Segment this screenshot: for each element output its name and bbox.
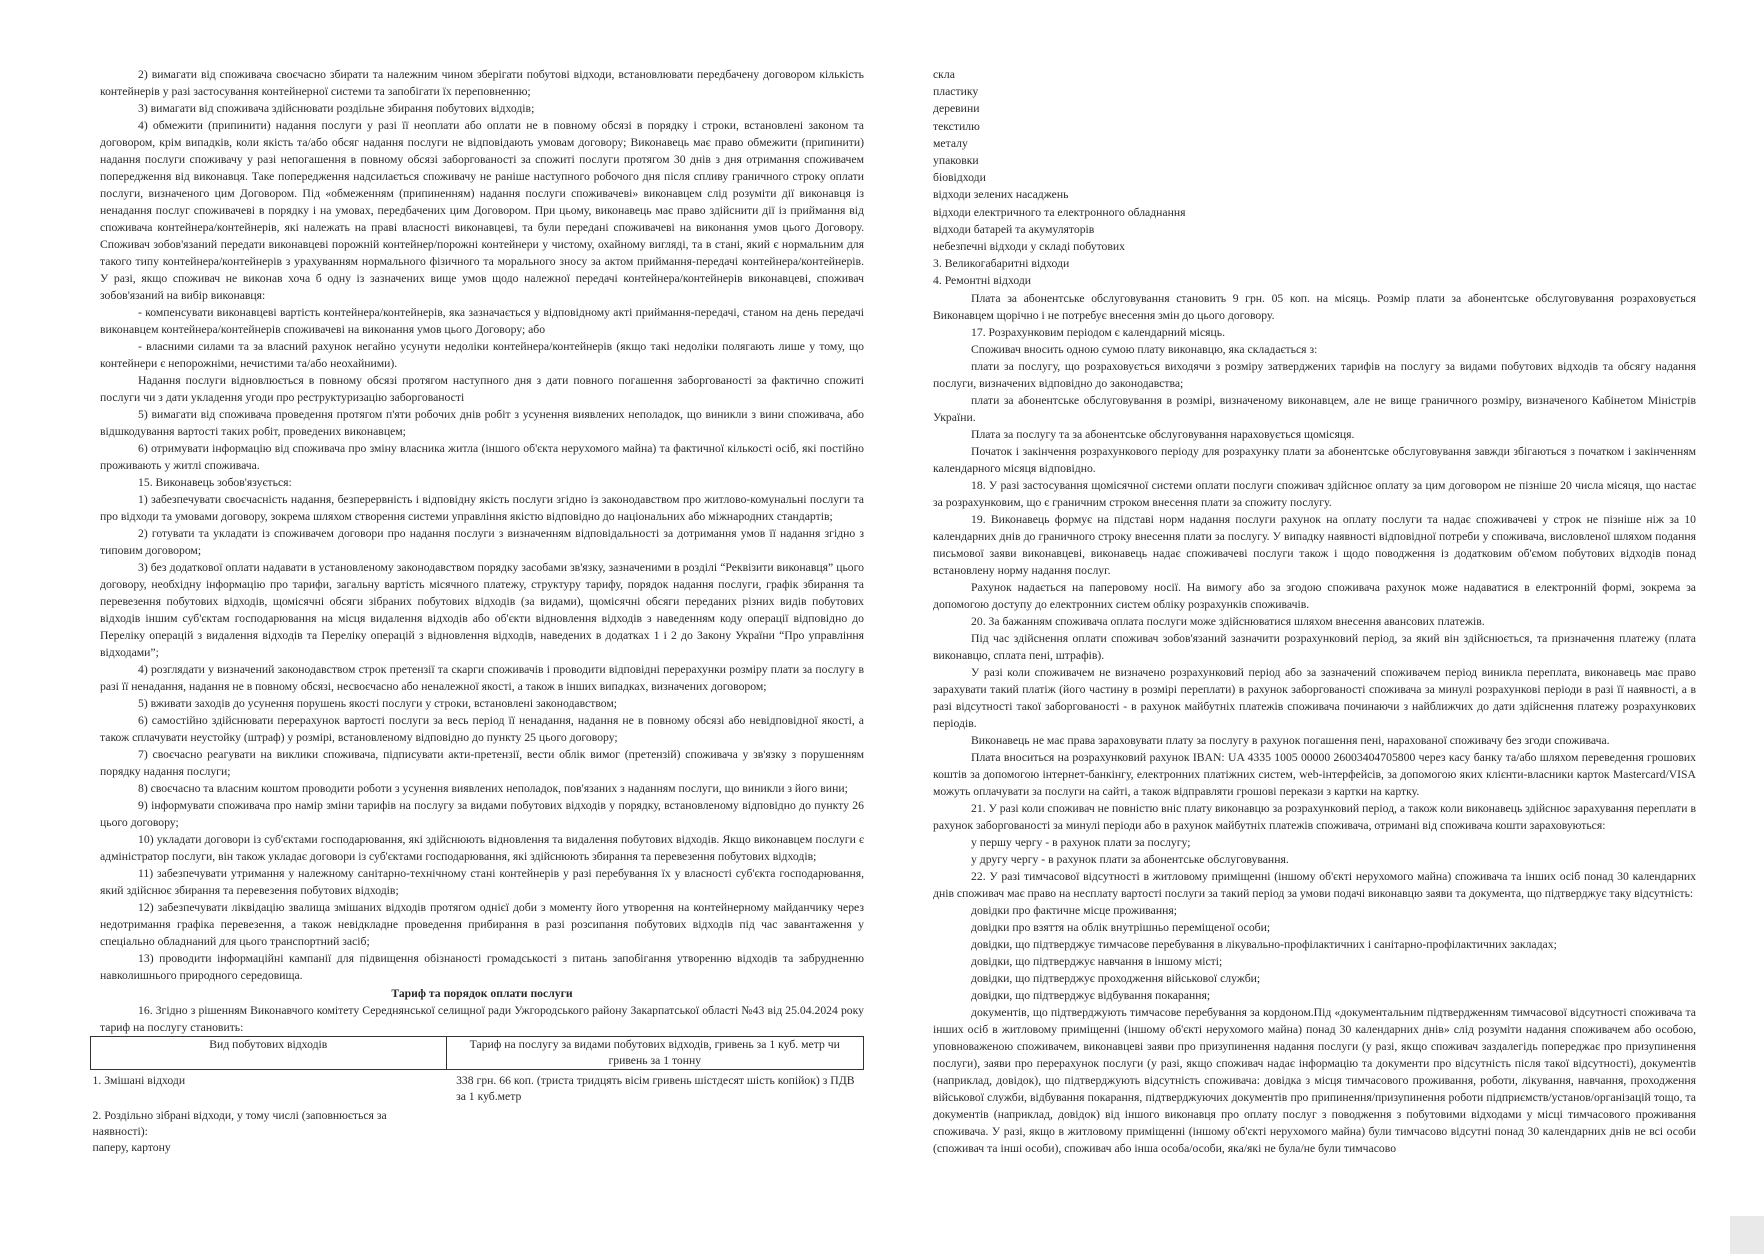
waste-kinds-list bbox=[933, 66, 1696, 290]
scan-edge-mark bbox=[1730, 1216, 1764, 1254]
list-item: металу bbox=[933, 136, 968, 150]
payment-composition: Споживач вносить одною сумою плату виконавцю, яка складається з: bbox=[971, 342, 1318, 356]
doc-idp: довідки про взяття на облік внутрішньо переміщеної особи; bbox=[971, 920, 1271, 934]
subscription-fee: Плата за абонентське обслуговування становить 9 грн. 05 коп. на місяць. Розмір плати за абонентське обслуговування розраховується Виконавцем щорічно і не потребує внесення змін до цього договору. bbox=[933, 291, 1696, 322]
obligation-6: 6) самостійно здійснювати перерахунок вартості послуги за весь період її ненадання, надання не в повному обсязі або невідповідної якості, а також сплачувати неустойку (штраф) у розмірі, встановленому відповідно до пункту 25 цього договору; bbox=[100, 714, 864, 744]
allocation-first: у першу чергу - в рахунок плати за послугу; bbox=[971, 835, 1191, 849]
service-restoration: Надання послуги відновлюється в повному обсязі протягом наступного дня з дати повного погашення заборгованості за фактично спожиті послуги чи з дати укладення угоди про реструктуризацію заборгованості bbox=[100, 374, 864, 404]
clause-2-demand-collection: 2) вимагати від споживача своєчасно збирати та належним чином зберігати побутові відходи, встановлювати передбачену договором кількість контейнерів у разі застосування контейнерної системи та запобігати їх переповненню; bbox=[100, 68, 864, 98]
obligation-12: 12) забезпечувати ліквідацію звалища змішаних відходів протягом однієї доби з моменту його утворення на контейнерному майданчику через недотримання графіка перевезення, а також невідкладне проведення прибирання в разі розсипання побутових відходів під час завантаження у спеціально обладнаний для цього транспортний засіб; bbox=[100, 901, 864, 948]
left-column bbox=[92, 66, 864, 1156]
clause-6-owner-info: 6) отримувати інформацію від споживача про зміну власника житла (іншого об'єкта нерухомого майна) та фактичної кількості осіб, які постійно проживають у житлі споживача. bbox=[100, 442, 864, 472]
obligation-11: 11) забезпечувати утримання у належному санітарно-технічному стані контейнерів у разі перебування їх у власності суб'єкта господарювання, який здійснює збирання та перевезення побутових відходів; bbox=[100, 867, 864, 897]
allocation-second: у другу чергу - в рахунок плати за абонентське обслуговування. bbox=[971, 852, 1289, 866]
clause-17-period: 17. Розрахунковим періодом є календарний місяць. bbox=[971, 325, 1226, 339]
tariff-intro: 16. Згідно з рішенням Виконавчого комітету Середнянської селищної ради Ужгородського району Закарпатської області №43 від 25.04.2024 року тариф на послугу становить: bbox=[100, 1004, 864, 1034]
doc-sentence: довідки, що підтверджує відбування покарання; bbox=[971, 988, 1211, 1002]
doc-study: довідки, що підтверджує навчання в іншому місті; bbox=[971, 954, 1223, 968]
tariff-row-paper-kind: паперу, картону bbox=[92, 1141, 171, 1154]
option-fix-container: - власними силами та за власний рахунок негайно усунути недоліки контейнера/контейнерів (якщо такі недоліки полягають лише у тому, що контейнери є непорожніми, нечистими та/або неохайними). bbox=[100, 340, 864, 370]
doc-military: довідки, що підтверджує проходження військової служби; bbox=[971, 971, 1261, 985]
list-item: деревини bbox=[933, 102, 980, 116]
obligation-9: 9) інформувати споживача про намір зміни тарифів на послугу за видами побутових відходів у порядку, встановленому відповідно до пункту 26 цього договору; bbox=[100, 799, 864, 829]
list-item: 4. Ремонтні відходи bbox=[933, 274, 1032, 288]
clause-22-absence: 22. У разі тимчасової відсутності в житловому приміщенні (іншому об'єкті нерухомого майна) споживача та інших осіб понад 30 календарних днів споживач має право на несплату вартості послуги за такий період за умови подачі виконавцю заяви та документа, що підтверджує таку відсутність: bbox=[933, 869, 1696, 900]
doc-medical: довідки, що підтверджує тимчасове перебування в лікувально-профілактичних і санітарно-профілактичних закладах; bbox=[971, 937, 1557, 951]
list-item: біовідходи bbox=[933, 171, 986, 185]
right-column bbox=[933, 66, 1696, 1157]
clause-3-separate-collection: 3) вимагати від споживача здійснювати роздільне збирання побутових відходів; bbox=[138, 102, 535, 115]
doc-residence: довідки про фактичне місце проживання; bbox=[971, 903, 1177, 917]
tariff-row-mixed-kind: 1. Змішані відходи bbox=[92, 1074, 186, 1087]
obligation-8: 8) своєчасно та власним коштом проводити роботи з усунення виявлених неполадок, пов'язаних з наданням послуги, що виникли з його вини; bbox=[138, 782, 848, 795]
list-item: пластику bbox=[933, 85, 979, 99]
payment-for-service: плати за послугу, що розраховується виходячи з розміру затверджених тарифів на послугу за видами побутових відходів та обсягу надання послуги, визначених відповідно до законодавства; bbox=[933, 359, 1696, 390]
tariff-heading: Тариф та порядок оплати послуги bbox=[391, 987, 573, 1000]
list-item: текстилю bbox=[933, 119, 980, 133]
tariff-row-separate-kind: 2. Роздільно зібрані відходи, у тому числі (заповнюється за наявності): bbox=[92, 1109, 387, 1138]
obligation-4: 4) розглядати у визначений законодавством строк претензії та скарги споживачів і проводити відповідні перерахунки розміру плати за послугу в разі її ненадання, надання не в повному обсязі, несвоєчасно або неналежної якості, а також в інших випадках, визначених договором; bbox=[100, 663, 864, 693]
list-item: відходи батарей та акумуляторів bbox=[933, 222, 1095, 236]
payment-for-subscription: плати за абонентське обслуговування в розмірі, визначеному виконавцем, але не вище граничного розміру, визначеного Кабінетом Міністрів України. bbox=[933, 393, 1696, 424]
monthly-accrual: Плата за послугу та за абонентське обслуговування нараховується щомісяця. bbox=[971, 427, 1355, 441]
table-row bbox=[91, 1140, 864, 1156]
table-row bbox=[91, 1070, 864, 1106]
clause-5-repair-works: 5) вимагати від споживача проведення протягом п'яти робочих днів робіт з усунення виявлених неполадок, що виникли з вини споживача, або відшкодування вартості таких робіт, проведених виконавцем; bbox=[100, 408, 864, 438]
table-row bbox=[91, 1105, 864, 1140]
tariff-row-mixed-rate: 338 грн. 66 коп. (триста тридцять вісім гривень шістдесят шість копійок) з ПДВ за 1 куб.метр bbox=[456, 1074, 855, 1103]
section-15-title: 15. Виконавець зобов'язується: bbox=[138, 476, 292, 489]
list-item: відходи зелених насаджень bbox=[933, 188, 1069, 202]
invoice-paper-form: Рахунок надається на паперовому носії. На вимогу або за згодою споживача рахунок може надаватися в електронній формі, зокрема за допомогою доступу до електронних систем обліку розрахунків споживачів. bbox=[933, 580, 1696, 611]
obligation-2: 2) готувати та укладати із споживачем договори про надання послуги з визначенням відповідальності за дотримання умов її надання згідно з типовим договором; bbox=[100, 527, 864, 557]
payment-account: Плата вноситься на розрахунковий рахунок IBAN: UA 4335 1005 00000 26003404705800 через касу банку та/або шляхом переведення грошових коштів за допомогою інтернет-банкінгу, електронних платіжних систем, web-інтерфейсів, за допомогою яких клієнти-власники карток Mastercard/VISA можуть оплачувати за послуги на сайті, а також відправляти грошові перекази з картки на картку. bbox=[933, 750, 1696, 798]
obligation-5: 5) вживати заходів до усунення порушень якості послуги у строки, встановлені законодавством; bbox=[138, 697, 618, 710]
payment-purpose: Під час здійснення оплати споживач зобов'язаний зазначити розрахунковий період, за який він здійснюється, та призначення платежу (плата виконавцю, сплата пені, штрафів). bbox=[933, 631, 1696, 662]
list-item: упаковки bbox=[933, 154, 979, 168]
list-item: 3. Великогабаритні відходи bbox=[933, 257, 1070, 271]
obligation-10: 10) укладати договори із суб'єктами господарювання, які здійснюють відновлення та видалення побутових відходів. Якщо виконавцем послуги є адміністратор послуги, він також укладає договори із суб'єктами господарювання, які здійснюють збирання та перевезення побутових відходів; bbox=[100, 833, 864, 863]
tariff-col-rate: Тариф на послугу за видами побутових відходів, гривень за 1 куб. метр чи гривень за 1 тонну bbox=[446, 1037, 863, 1070]
clause-19-invoice: 19. Виконавець формує на підставі норм надання послуги рахунок на оплату послуги та надає споживачеві у строк не пізніше ніж за 10 календарних днів до граничного строку внесення плати за послугу. У випадку наявності відповідної потреби у споживача, висловленої шляхом подання письмової заяви виконавцеві, виконавець надає споживачеві послуги також і щодо поводження із додатковим об'ємом побутових відходів понад встановлену норму надання послуг. bbox=[933, 512, 1696, 577]
tariff-table bbox=[90, 1036, 864, 1156]
period-alignment: Початок і закінчення розрахункового періоду для розрахунку плати за абонентське обслуговування завжди збігаються з початком і закінченням календарного місяця відповідно. bbox=[933, 444, 1696, 475]
clause-18-deadline: 18. У разі застосування щомісячної системи оплати послуги споживач здійснює оплату за цим договором не пізніше 20 числа місяця, що настає за розрахунковим, що є граничним строком внесення плати за спожиту послугу. bbox=[933, 478, 1696, 509]
clause-4-restrict-service: 4) обмежити (припинити) надання послуги у разі її неоплати або оплати не в повному обсязі в порядку і строки, встановлені законом та договором, крім випадків, коли якість та/або обсяг надання послуги не відповідають умовам договору; Виконавець має право обмежити (припинити) надання послуги споживачу у разі непогашення в повному обсязі заборгованості за спожиті послуги протягом 30 днів з дня отримання споживачем попередження від виконавця. Таке попередження надсилається споживачу не раніше наступного робочого дня після спливу граничного строку оплати послуги, визначеного цим Договором. Під «обмеженням (припиненням) надання послуги споживачеві» виконавцем слід розуміти дії виконавця із ненадання послуг споживачеві в порядку і на умовах, передбачених цим Договором. При цьому, виконавець має право здійснити дії із приймання від споживача контейнера/контейнерів, які належать на праві власності виконавцеві, та були передані споживачеві на виконання умов цього Договору. Споживач зобов'язаний передати виконавцеві порожній контейнер/порожні контейнери у чистому, охайному вигляді, та в стані, який є нормальним для такого типу контейнера/контейнерів з урахуванням нормального фізичного та морального зносу за актом приймання-передачі контейнера/контейнерів. У разі, якщо споживач не виконав хоча б одну із зазначених вище умов щодо належної передачі контейнера/контейнерів виконавцеві, споживач зобов'язаний на вибір виконавця: bbox=[100, 119, 864, 302]
obligation-7: 7) своєчасно реагувати на виклики споживача, підписувати акти-претензії, вести облік вимог (претензій) споживача у зв'язку з порушенням порядку надання послуги; bbox=[100, 748, 864, 778]
list-item: небезпечні відходи у складі побутових bbox=[933, 240, 1125, 254]
list-item: відходи електричного та електронного обладнання bbox=[933, 205, 1186, 219]
option-compensate-container: - компенсувати виконавцеві вартість контейнера/контейнерів, яка зазначається у відповідному акті приймання-передачі, станом на день передачі виконавцем контейнера/контейнерів споживачеві на виконання умов цього Договору; або bbox=[100, 306, 864, 336]
obligation-3: 3) без додаткової оплати надавати в установленому законодавством порядку засобами зв'язку, зазначеними в розділі “Реквізити виконавця” цього договору, необхідну інформацію про тарифи, загальну вартість місячного платежу, структуру тарифу, порядок надання послуги, графік збирання та перевезення побутових відходів, щомісячні обсяги зібраних побутових відходів (за видами), щомісячні обсяги переданих різних видів побутових відходів іншим суб'єктам господарювання на місця видалення відходів або об'єкти відновлення відходів з наведенням коду операції відповідно до Переліку операцій з видалення відходів та Переліку операцій з відновлення відходів, наведених в додатках 1 і 2 до Закону України “Про управління відходами”; bbox=[100, 561, 864, 659]
list-item: скла bbox=[933, 68, 955, 81]
overpayment-rule: У разі коли споживачем не визначено розрахунковий період або за зазначений споживачем період виникла переплата, виконавець має право зарахувати такий платіж (його частину в розмірі переплати) в рахунок заборгованості споживача за минулі розрахункові періоди в разі її наявності, а в разі відсутності такої заборгованості - в рахунок майбутніх платежів споживача починаючи з найближчих до дати здійснення платежу розрахункових періодів. bbox=[933, 665, 1696, 730]
obligation-13: 13) проводити інформаційні кампанії для підвищення обізнаності громадськості з питань запобігання утворенню відходів та забрудненню навколишнього природного середовища. bbox=[100, 952, 864, 982]
doc-abroad: документів, що підтверджують тимчасове перебування за кордоном.Під «документальним підтвердженням тимчасової відсутності споживача та інших осіб в житловому приміщенні (іншому об'єкті нерухомого майна) понад 30 календарних днів» слід розуміти надання споживачем або особою, уповноваженою споживачем, виконавцеві заяви про призупинення надання послуги (у разі, якщо споживач заздалегідь попереджає про призупинення послуги), заяви про перерахунок послуги (у разі, якщо споживач надає інформацію та документи про відсутність після такої відсутності), документів (наприклад, довідок), що підтверджують відсутність споживача: довідка з місця тимчасового проживання, роботи, лікування, навчання, проходження військової служби, відбування покарання, підтверджуючих документів про припинення/призупинення роботи підприємств/установ/організацій тощо, та документів (наприклад, довідок) від іншого виконавця про оплату послуг з поводження з побутовими відходами у місці тимчасового проживання споживача. У разі, якщо в житловому приміщенні (іншому об'єкті нерухомого майна) були тимчасово відсутні понад 30 календарних днів не всі особи (споживач та інші особи), споживач або інша особа/особи, яка/які не була/не були тимчасово bbox=[933, 1005, 1696, 1155]
obligation-1: 1) забезпечувати своєчасність надання, безперервність і відповідну якість послуги згідно із законодавством про житлово-комунальні послуги та про відходи та умовами договору, зокрема шляхом створення системи управління якістю відповідно до національних або міжнародних стандартів; bbox=[100, 493, 864, 523]
clause-20-advance: 20. За бажанням споживача оплата послуги може здійснюватися шляхом внесення авансових платежів. bbox=[971, 614, 1485, 628]
clause-21-allocation: 21. У разі коли споживач не повністю вніс плату виконавцю за розрахунковий період, а також коли виконавець здійснює зарахування переплати в рахунок заборгованості за минулі періоди або в рахунок майбутніх платежів споживача, отримані від споживача кошти зараховуються: bbox=[933, 801, 1696, 832]
penalty-rule: Виконавець не має права зараховувати плату за послугу в рахунок погашення пені, нарахованої споживачу без згоди споживача. bbox=[971, 733, 1610, 747]
tariff-col-waste-type: Вид побутових відходів bbox=[91, 1037, 447, 1070]
